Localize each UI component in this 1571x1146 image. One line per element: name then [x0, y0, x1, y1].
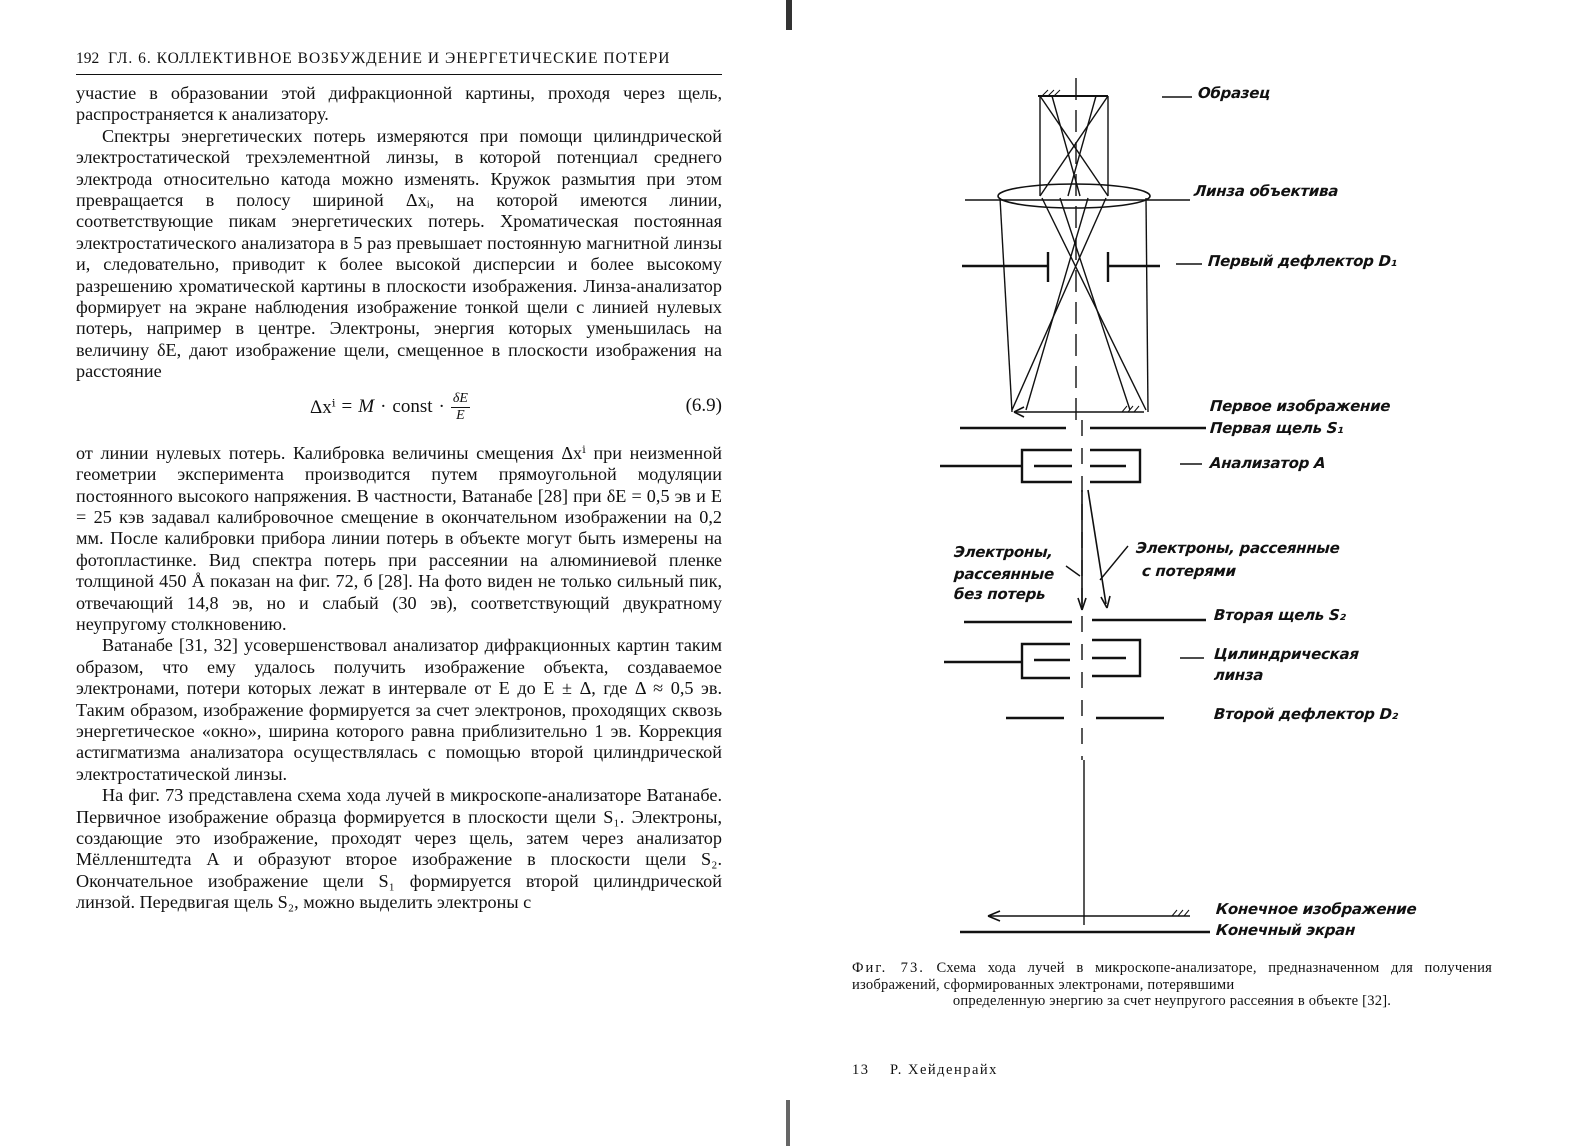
- signature-footer: [852, 1062, 998, 1079]
- equation-lhs: Δxⁱ: [310, 396, 336, 418]
- paragraph-1: участие в образовании этой дифракционной картины, проходя через щель, распространяется к анализатору.: [76, 83, 722, 125]
- objective-lens: [998, 184, 1150, 208]
- label-cyl-lens-1: Цилиндрическая: [1213, 645, 1360, 663]
- page-number: 192: [76, 50, 100, 67]
- equation-denominator: E: [456, 407, 465, 423]
- ray-inner-2: [1068, 96, 1096, 196]
- label-analyzer: Анализатор A: [1209, 454, 1327, 472]
- equation-dot-1: ·: [380, 396, 387, 418]
- footer-number: 13: [852, 1062, 870, 1078]
- label-no-loss-1: Электроны,: [953, 543, 1054, 561]
- caption-body: Схема хода лучей в микроскопе-анализаторе, предназначенном для получения изображений, сформированных электронами, потерявшими: [852, 960, 1492, 993]
- equation-number: (6.9): [685, 394, 722, 416]
- running-head-title: ГЛ. 6. КОЛЛЕКТИВНОЕ ВОЗБУЖДЕНИЕ И ЭНЕРГЕТИЧЕСКИЕ ПОТЕРИ: [108, 50, 671, 67]
- ray-diag-2: [1012, 198, 1106, 410]
- ray-diag-3: [1060, 198, 1130, 410]
- equation-6-9: [76, 383, 722, 443]
- equation-const: const: [392, 396, 433, 418]
- ray-right-outer: [1146, 198, 1148, 412]
- label-first-image: Первое изображение: [1209, 397, 1391, 415]
- left-page: [76, 50, 722, 914]
- equation-m: M: [358, 396, 375, 418]
- label-cyl-lens-2: линза: [1213, 666, 1264, 684]
- label-second-slit: Вторая щель S₂: [1213, 606, 1347, 624]
- equation-fraction: [451, 391, 470, 424]
- label-deflector1: Первый дефлектор D₁: [1207, 252, 1398, 270]
- paragraph-3: от линии нулевых потерь. Калибровка величины смещения Δxⁱ при неизменной геометрии эксперимента производится путем прямоугольной модуляции постоянного высокого напряжения. В частности, Ватанабе [28] при δE = 0,5 эв и E = 25 кэв задавал калибровочное смещение в окончательном изображении на 0,2 мм. После калибровки прибора линии потерь в объекте могут быть измерены на фотопластинке. Вид спектра потерь при рассеянии на алюминиевой пленке толщиной 450 Å показан на фиг. 72, б [28]. На фото виден не только сильный пик, отвечающий 14,8 эв, но и слабый (30 эв), соответствующий двукратному неупругому столкновению.: [76, 442, 722, 634]
- right-page: [790, 0, 1571, 1146]
- loss-pointer: [1100, 546, 1128, 580]
- label-final-screen: Конечный экран: [1215, 921, 1356, 939]
- running-head: [76, 50, 722, 75]
- label-no-loss-2: рассеянные: [953, 565, 1055, 583]
- label-no-loss-3: без потерь: [953, 585, 1046, 603]
- label-final-image: Конечное изображение: [1215, 900, 1418, 918]
- label-deflector2: Второй дефлектор D₂: [1213, 705, 1399, 723]
- label-loss-1: Электроны, рассеянные: [1135, 539, 1341, 557]
- no-loss-pointer: [1066, 566, 1080, 576]
- label-loss-2: с потерями: [1141, 562, 1237, 580]
- label-sample: Образец: [1197, 84, 1271, 102]
- equation-numerator: δE: [452, 390, 468, 406]
- caption-figure-number: Фиг. 73.: [852, 960, 925, 976]
- final-image-hatch: [1172, 910, 1189, 916]
- caption-last-line: определенную энергию за счет неупругого рассеяния в объекте [32].: [952, 993, 1392, 1009]
- paragraph-4: Ватанабе [31, 32] усовершенствовал анализатор дифракционных картин таким образом, что ему удалось получить изображение объекта, создаваемое электронами, потери которых лежат в интервале от E до E ± Δ, где Δ ≈ 0,5 эв. Таким образом, изображение формируется за счет электронов, проходящих сквозь энергетическое «окно», ширина которого равна приблизительно 1 эв. Коррекция астигматизма анализатора осуществлялась с помощью второй цилиндрической электростатической линзы.: [76, 635, 722, 784]
- equation-equals: =: [341, 396, 353, 418]
- equation-dot-2: ·: [438, 396, 445, 418]
- first-image-hatch: [1122, 406, 1139, 412]
- ray-left-outer: [1000, 198, 1012, 412]
- paragraph-2: Спектры энергетических потерь измеряются при помощи цилиндрической электростатической трехэлементной линзы, в которой потенциал среднего электрода относительно катода можно изменять. Кружок размытия при этом превращается в полосу шириной Δxᵢ, на которой имеются линии, соответствующие пикам энергетических потерь. Хроматическая постоянная электростатического анализатора в 5 раз превышает постоянную магнитной линзы и, следовательно, приводит к более высокой дисперсии и более высокому разрешению хроматической картины в плоскости изображения. Линза-анализатор формирует на экране наблюдения изображение тонкой щели с линией нулевых потерь, например в центре. Электроны, энергия которых уменьшилась на величину δE, дают изображение щели, смещенное в плоскости изображения на расстояние: [76, 125, 722, 382]
- label-first-slit: Первая щель S₁: [1209, 419, 1345, 437]
- label-objective: Линза объектива: [1193, 182, 1339, 200]
- footer-author: Р. Хейденрайх: [890, 1062, 998, 1078]
- figure-caption: [852, 960, 1492, 1010]
- paragraph-5: На фиг. 73 представлена схема хода лучей в микроскопе-анализаторе Ватанабе. Первичное изображение образца формируется в плоскости щели S₁. Электроны, создающие это изображение, проходят через щель, затем через анализатор Мёлленштедта A и образуют второе изображение в плоскости щели S₂. Окончательное изображение щели S₁ формируется второй цилиндрической линзой. Передвигая щель S₂, можно выделить электроны с: [76, 785, 722, 913]
- loss-ray: [1088, 490, 1106, 604]
